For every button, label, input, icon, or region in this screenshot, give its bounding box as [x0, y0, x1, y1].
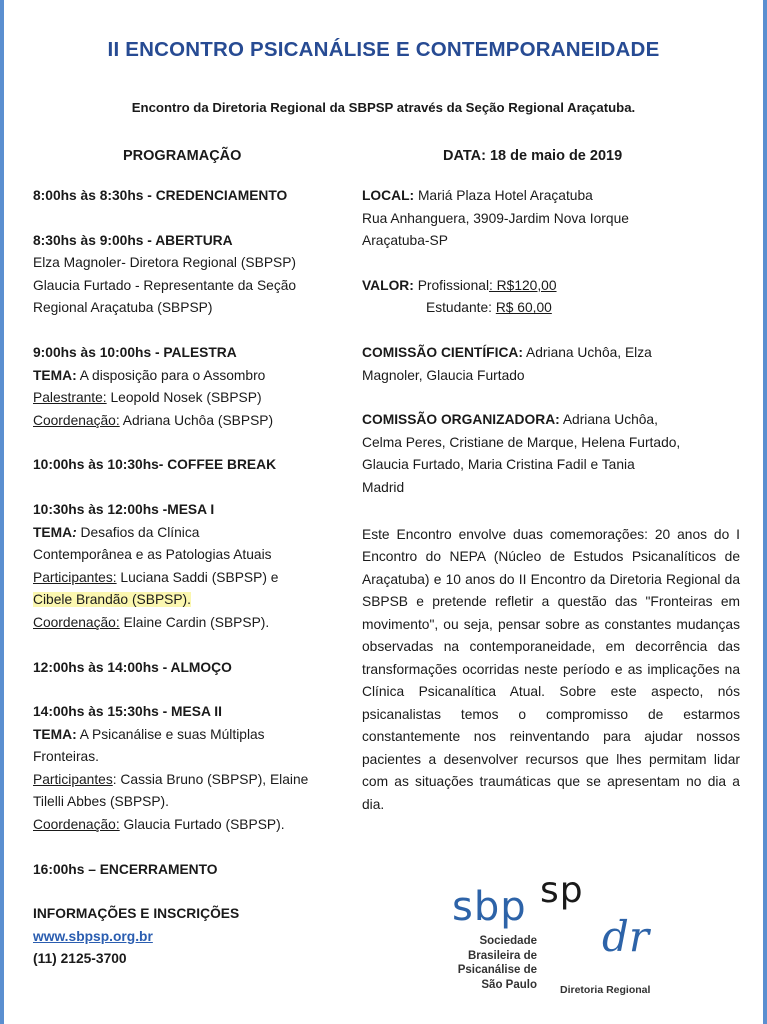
details-column — [362, 185, 740, 816]
mesa1-tema — [33, 522, 351, 545]
local-line-1 — [362, 185, 740, 208]
palestra-coordenacao — [33, 410, 351, 433]
session-encerramento: 16:00hs – ENCERRAMENTO — [33, 861, 218, 877]
coordenacao-text: Adriana Uchôa (SBPSP) — [119, 412, 274, 428]
highlighted-text: Cibele Brandão (SBPSP). — [33, 592, 191, 608]
coordenacao-label: Coordenação: — [33, 817, 120, 833]
organizadora-label: COMISSÃO ORGANIZADORA: — [362, 412, 560, 428]
contact-heading: INFORMAÇÕES E INSCRIÇÕES — [33, 906, 240, 922]
logo-sbp: sbp — [452, 884, 527, 930]
mesa2-participantes — [33, 769, 351, 792]
participantes-text: : Cassia Bruno (SBPSP), Elaine — [112, 771, 309, 787]
cientifica-text: Adriana Uchôa, Elza — [522, 344, 652, 360]
session-mesa-2: 14:00hs às 15:30hs - MESA II — [33, 704, 222, 720]
valor-est-label: Estudante: — [426, 300, 496, 316]
website-link[interactable]: www.sbpsp.org.br — [33, 928, 153, 944]
local-line-3: Araçatuba-SP — [362, 233, 448, 249]
coordenacao-label: Coordenação: — [33, 412, 120, 428]
comissao-cientifica-1 — [362, 342, 740, 365]
mesa2-participantes-2: Tilelli Abbes (SBPSP). — [33, 794, 169, 810]
abertura-line-2: Glaucia Furtado - Representante da Seção — [33, 277, 297, 293]
mesa1-tema-2: Contemporânea e as Patologias Atuais — [33, 547, 272, 563]
sbpsp-logo — [452, 870, 682, 1006]
session-abertura: 8:30hs às 9:00hs - ABERTURA — [33, 232, 233, 248]
coordenacao-label: Coordenação: — [33, 614, 120, 630]
tema-label: TEMA: — [33, 726, 77, 742]
abertura-line-1: Elza Magnoler- Diretora Regional (SBPSP) — [33, 255, 297, 271]
logo-dr: dr — [602, 912, 649, 961]
session-coffee-break: 10:00hs às 10:30hs- COFFEE BREAK — [33, 457, 277, 473]
valor-line-2 — [362, 297, 740, 320]
comissao-organizadora-1 — [362, 409, 740, 432]
session-mesa-1: 10:30hs às 12:00hs -MESA I — [33, 501, 215, 517]
valor-est: R$ 60,00 — [495, 300, 552, 316]
valor-prof: : R$120,00 — [489, 277, 557, 293]
palestrante-text: Leopold Nosek (SBPSP) — [106, 390, 262, 406]
participantes-label: Participantes: — [33, 569, 117, 585]
abertura-line-3: Regional Araçatuba (SBPSP) — [33, 300, 213, 316]
coordenacao-text: Elaine Cardin (SBPSP). — [119, 614, 270, 630]
program-heading: PROGRAMAÇÃO — [123, 148, 242, 164]
session-palestra: 9:00hs às 10:00hs - PALESTRA — [33, 344, 237, 360]
comissao-organizadora-2: Celma Peres, Cristiane de Marque, Helena Furtado, — [362, 434, 681, 450]
tema-label: TEMA — [33, 524, 73, 540]
page-title: II ENCONTRO PSICANÁLISE E CONTEMPORANEIDADE — [107, 38, 660, 61]
tema-text: A disposição para o Assombro — [76, 367, 266, 383]
tema-text: A Psicanálise e suas Múltiplas — [76, 726, 265, 742]
comissao-organizadora-3: Glaucia Furtado, Maria Cristina Fadil e Tania — [362, 457, 635, 473]
logo-org-line-2: Brasileira de — [467, 949, 537, 962]
valor-line-1 — [362, 275, 740, 298]
mesa2-tema — [33, 724, 351, 747]
logo-org-name — [452, 934, 537, 992]
mesa2-tema-2: Fronteiras. — [33, 749, 99, 765]
program-column — [33, 185, 351, 971]
mesa1-participantes — [33, 567, 351, 590]
session-credenciamento: 8:00hs às 8:30hs - CREDENCIAMENTO — [33, 188, 288, 203]
mesa1-participantes-2 — [33, 589, 351, 612]
coordenacao-text: Glaucia Furtado (SBPSP). — [119, 817, 285, 833]
event-date: DATA: 18 de maio de 2019 — [443, 148, 623, 164]
mesa1-coordenacao — [33, 612, 351, 635]
participantes-text: Luciana Saddi (SBPSP) e — [116, 569, 279, 585]
tema-text: Desafios da Clínica — [76, 524, 200, 540]
event-description: Este Encontro envolve duas comemorações: 20 anos do I Encontro do NEPA (Núcleo de Estudos Psicanalíticos de Araçatuba) e 10 anos do II Encontro da Diretoria Regional da SBPSB e pretende refletir a questão das "Fronteiras em movimento", ou seja, pensar sobre as constantes mudanças observadas na contemporaneidade, em decorrência das transformações ocorridas neste período e as implicações na Clínica Psicanalítica Atual. Sobre este aspecto, nós psicanalistas temos o compromisso de estarmos constantemente nos reinventando para ajudar nossos pacientes a desenvolver recursos que lhes permitam lidar com as situações traumáticas que se apresentam no dia a dia. — [362, 526, 740, 812]
mesa2-coordenacao — [33, 814, 351, 837]
tema-colon: : — [72, 524, 77, 540]
cientifica-label: COMISSÃO CIENTÍFICA: — [362, 344, 523, 360]
local-label: LOCAL: — [362, 188, 415, 203]
page-subtitle: Encontro da Diretoria Regional da SBPSP através da Seção Regional Araçatuba. — [131, 100, 636, 115]
logo-sp: sp — [540, 870, 584, 911]
logo-org-line-4: São Paulo — [481, 978, 537, 991]
tema-label: TEMA: — [33, 367, 77, 383]
logo-org-line-1: Sociedade — [479, 935, 537, 947]
left-border — [0, 0, 4, 1024]
comissao-cientifica-2: Magnoler, Glaucia Furtado — [362, 367, 525, 383]
valor-label: VALOR: — [362, 277, 414, 293]
participantes-label: Participantes — [33, 771, 113, 787]
organizadora-text: Adriana Uchôa, — [559, 412, 658, 428]
logo-org-line-3: Psicanálise de — [457, 964, 537, 976]
comissao-organizadora-4: Madrid — [362, 479, 405, 495]
local-line-2: Rua Anhanguera, 3909-Jardim Nova Iorque — [362, 210, 629, 226]
contact-phone: (11) 2125-3700 — [33, 951, 127, 967]
local-text: Mariá Plaza Hotel Araçatuba — [414, 188, 593, 203]
palestra-palestrante — [33, 387, 351, 410]
palestrante-label: Palestrante: — [33, 390, 107, 406]
palestra-tema — [33, 365, 351, 388]
valor-prof-label: Profissional — [413, 277, 490, 293]
logo-dr-label: Diretoria Regional — [560, 984, 651, 996]
session-almoco: 12:00hs às 14:00hs - ALMOÇO — [33, 659, 232, 675]
right-border — [763, 0, 767, 1024]
